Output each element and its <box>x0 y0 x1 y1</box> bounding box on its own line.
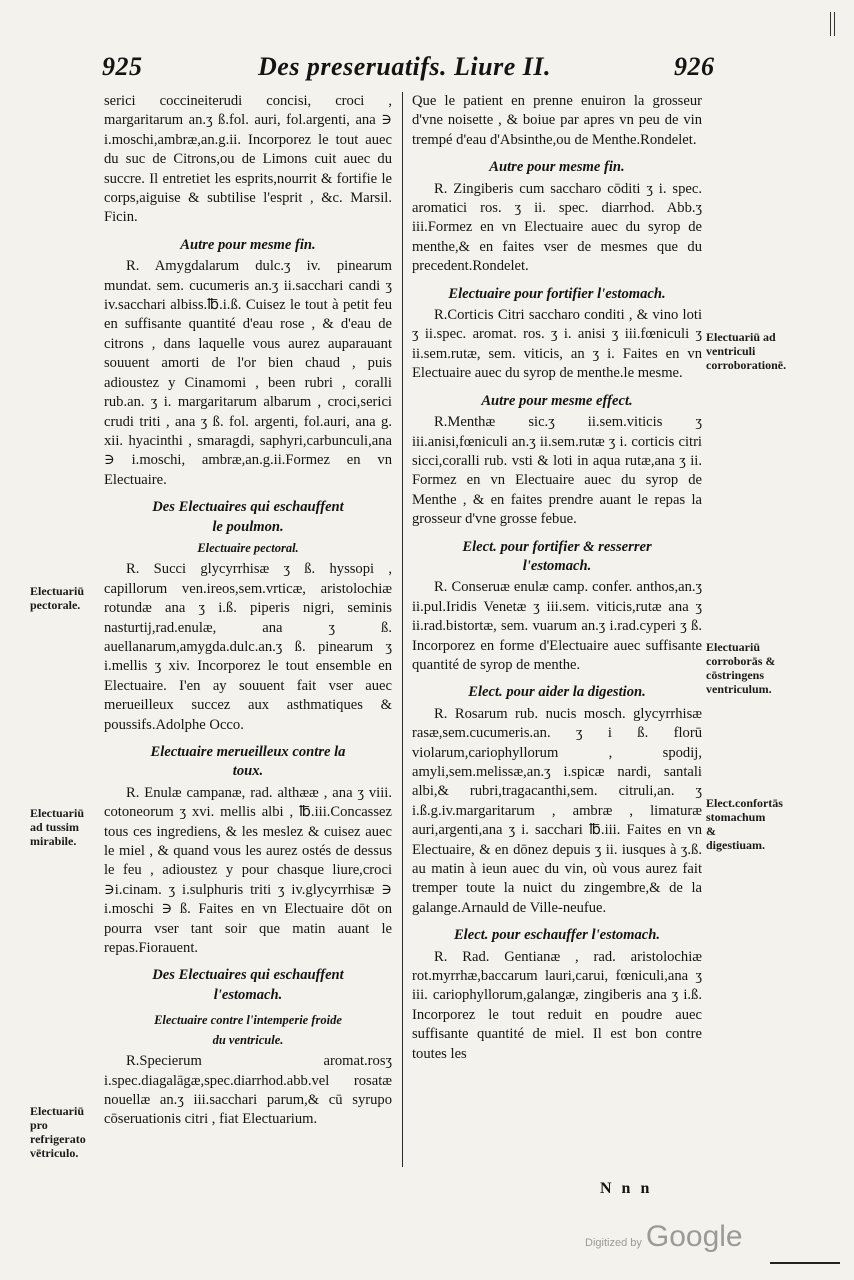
sub-heading: Electuaire contre l'intemperie froide <box>154 1013 342 1028</box>
section-heading: le poulmon. <box>212 518 284 535</box>
paragraph: R. Amygdalarum dulc.ʒ iv. pinearum mundat. sem. cucumeris an.ʒ ii.sacchari candi ʒ iv.sacchari albiss.℔.i.ß. Cuisez le tout à petit feu en suffisante quantité d'eau rose , & d'eau de citrons , dans laquelle vous aurez auparauant souuent amorti de l'or bien chaud , puis adioustez y Cinamomi , been rubri , coralli rub.an. ʒ i. margaritarum albarum , croci,serici crudi triti , ana ʒ ß. fol. argenti, fol.auri, ana g. xii. hyacinthi , smaragdi, saphyri,carbunculi,ana ∋ i.moschi, ambræ,an.g.ii.Formez en vn Electuaire. <box>104 258 392 488</box>
section-heading: Elect. pour aider la digestion. <box>468 684 646 701</box>
paragraph: R. Rad. Gentianæ , rad. aristolochiæ rot.myrrhæ,baccarum lauri,carui, fœniculi,ana ʒ iii. cariophyllorum,galangæ, zingiberis ana ʒ i.ß. Incorporez le tout reduit en poudre auec suffisante quantité de miel. Il est bon contre toutes les <box>412 948 702 1062</box>
paragraph: serici coccineiterudi concisi, croci , margaritarum an.ʒ ß.fol. auri, fol.argenti, ana ∋ i.moschi,ambræ,an.g.ii. Incorporez le tout auec du suc de Citrons,ou de Limons cuit auec du succre. Il entretiet les esprits,nourrit & fortifie le corps,aiguise & subtilise l'esprit , &c. Marsil. Ficin. <box>104 93 392 226</box>
paragraph: R. Conseruæ enulæ camp. confer. anthos,an.ʒ ii.pul.Iridis Venetæ ʒ iii.sem. viticis,rutæ ana ʒ ii.rad.bistortæ, sem. vuarum an.ʒ i.rad.cyperi ʒ ß. Incorporez en forme d'Electuaire auec suffisante quantité de syrop de menthe. <box>412 579 702 673</box>
margin-note: Electuariū ad ventriculi corroborationē. <box>706 330 787 372</box>
sub-heading: du ventricule. <box>212 1032 284 1047</box>
left-column <box>104 92 392 1130</box>
digitized-watermark <box>585 1220 743 1254</box>
section-heading: Autre pour mesme fin. <box>489 159 625 176</box>
section-heading: toux. <box>232 763 264 780</box>
section-heading: l'estomach. <box>522 557 592 574</box>
section-heading: Elect. pour eschauffer l'estomach. <box>453 927 661 944</box>
right-column <box>412 92 702 1064</box>
margin-note: Electuariū corroborās & cōstringens ventriculum. <box>706 640 776 696</box>
section-heading: Des Electuaires qui eschauffent <box>152 967 344 984</box>
paragraph: R. Succi glycyrrhisæ ʒ ß. hyssopi , capillorum ven.ireos,sem.vrticæ, aristolochiæ rotundæ ana ʒ i.ß. piperis nigri, seminis nasturtij,rad.enulæ, ana ʒ ß. auellanarum,amygda.dulc.an.ʒ ß. pinearum ʒ i.mellis ʒ xiv. Incorporez le tout ensemble en Electuaire. I'en ay souuent fait vser auec merueilleux succez aux asthmatiques & poussifs.Adolphe Occo. <box>104 561 392 733</box>
paragraph: R. Rosarum rub. nucis mosch. glycyrrhisæ rasæ,sem.cucumeris.an. ʒ i ß. florū violarum,cariophyllorum , spodij, amyli,sem.melissæ,an.ʒ i.spicæ nardi, santali albi,& rubri,tragacanthi,sem. citruli,an. ʒ i.ß.g.iv.margaritarum , ambræ , limaturæ auri,argenti,ana ʒ i. sacchari ℔.iii. Faites en vn Electuaire, & en dōnez depuis ʒ ii. iusques à ʒ.ß. au matin à ieun auec du vin, où vous aurez fait tremper toute la nuict du zingembre,& de la galange.Arnauld de Ville-neufue. <box>412 705 702 916</box>
sub-heading: Electuaire pectoral. <box>197 540 299 555</box>
left-page-number: 925 <box>102 52 143 81</box>
margin-note: Elect.confortās stomachum & digestiuam. <box>706 796 783 852</box>
paragraph: R.Menthæ sic.ʒ ii.sem.viticis ʒ iii.anisi,fœniculi an.ʒ ii.sem.rutæ ʒ i. corticis citri sicci,coralli rub. vsti & loti in aqua rutæ,ana ʒ ii. Formez en vn Electuaire auec du syrop de Menthe , & en faites prendre auant le repas la grosseur d'vne grosse febue. <box>412 414 702 528</box>
signature-mark: N n n <box>600 1180 653 1197</box>
right-page-number: 926 <box>674 52 715 81</box>
section-heading: Des Electuaires qui eschauffent <box>152 499 344 516</box>
binding-mark <box>830 12 835 36</box>
running-title: Des preseruatifs. Liure II. <box>258 52 552 81</box>
margin-note: Electuariū ad tussim mirabile. <box>30 806 84 848</box>
section-heading: l'estomach. <box>213 986 283 1003</box>
paragraph: R.Specierum aromat.rosʒ i.spec.diagalāgæ,spec.diarrhod.abb.vel rosatæ nouellæ an.ʒ iii.sacchari parum,& cū syrupo cōseruationis citri , fiat Electuarium. <box>104 1053 392 1128</box>
paragraph: Que le patient en prenne enuiron la grosseur d'vne noisette , & boiue par apres vn peu de vin trempé d'eau d'Absinthe,ou de Menthe.Rondelet. <box>412 93 702 148</box>
section-heading: Elect. pour fortifier & resserrer <box>462 538 652 555</box>
section-heading: Electuaire merueilleux contre la <box>150 744 346 760</box>
paragraph: R.Corticis Citri saccharo conditi , & vino loti ʒ ii.spec. aromat. ros. ʒ i. anisi ʒ iii.fœniculi ʒ ii.sem.rutæ, sem. viticis, an ʒ i. Faites en vn Electuaire auec du syrop de menthe.le mesme. <box>412 307 702 382</box>
watermark-prefix: Digitized by <box>585 1237 642 1249</box>
section-heading: Electuaire pour fortifier l'estomach. <box>448 285 666 302</box>
google-logo: Google <box>645 1220 743 1253</box>
watermark-underline <box>770 1262 840 1264</box>
margin-note: Electuariū pro refrigerato vētriculo. <box>30 1104 86 1160</box>
column-rule <box>402 92 403 1167</box>
paragraph: R. Enulæ campanæ, rad. althææ , ana ʒ viii. cotoneorum ʒ xvi. mellis albi , ℔.iii.Concassez tous ces ingrediens, & les meslez & cuisez auec le miel , & quand vous les aurez ostés de dessus le feu , adioustez y pour chasque liure,croci ∋i.cinam. ʒ i.sulphuris triti ʒ iv.glycyrrhisæ ∋ i.moschi ∋ ß. Faites en vn Electuaire dōt on pourra vser tant soir que matin auant le repas.Fiorauent. <box>104 784 392 957</box>
section-heading: Autre pour mesme effect. <box>481 392 633 409</box>
section-heading: Autre pour mesme fin. <box>180 236 316 253</box>
paragraph: R. Zingiberis cum saccharo cōditi ʒ i. spec. aromatici ros. ʒ ii. spec. diarrhod. Abb.ʒ iii.Formez en vn Electuaire auec du syrop de menthe,& en faites vser de mesmes que du precedent.Rondelet. <box>412 180 702 275</box>
margin-note: Electuariū pectorale. <box>30 584 84 612</box>
